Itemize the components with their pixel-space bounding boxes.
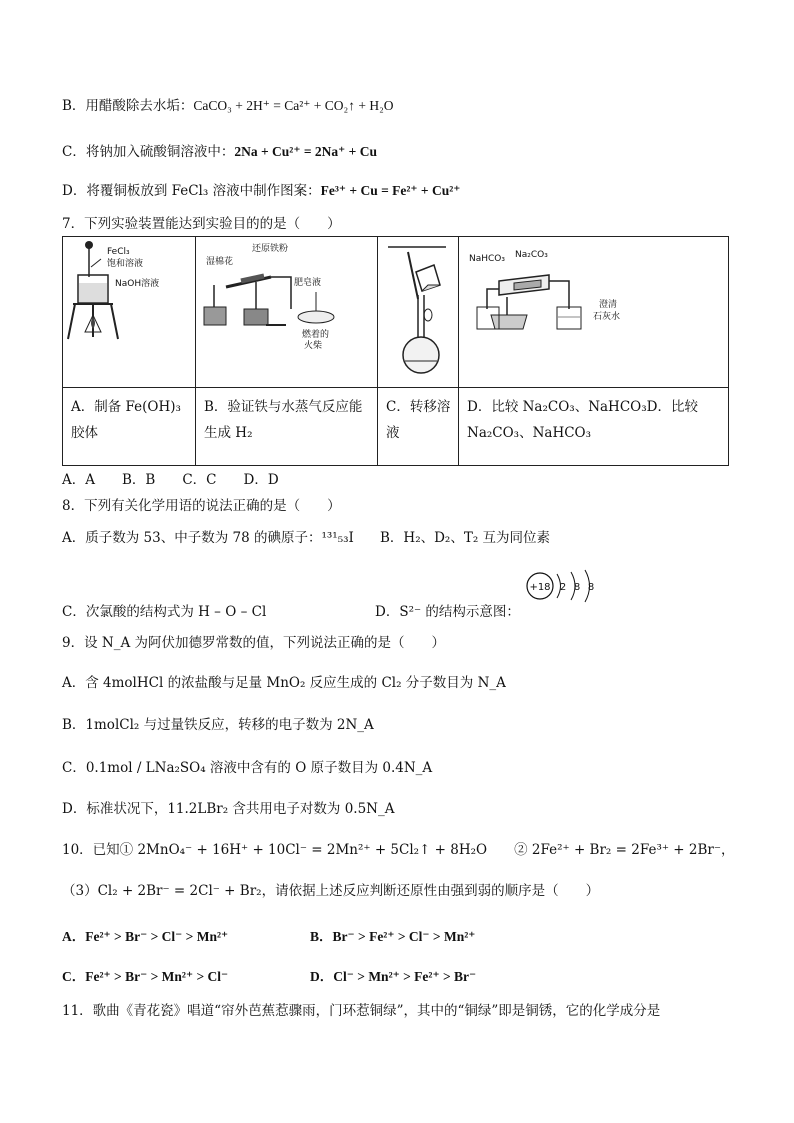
q11-stem: 11．歌曲《青花瓷》唱道“帘外芭蕉惹骤雨，门环惹铜绿”，其中的“铜绿”即是铜锈，它的化学成分是: [62, 1003, 661, 1019]
apparatus-d-figure: [459, 237, 728, 383]
q8-option-c: C．次氯酸的结构式为 H – O – Cl: [62, 604, 267, 620]
q9-option-a: A．含 4molHCl 的浓盐酸与足量 MnO₂ 反应生成的 Cl₂ 分子数目为 N_A: [62, 675, 506, 691]
q7-stem: 7．下列实验装置能达到实验目的的是（ ）: [62, 216, 341, 232]
caption-c: C．转移溶液: [378, 388, 459, 466]
apparatus-c-cell: [378, 237, 459, 388]
apparatus-c-figure: [378, 237, 458, 383]
q8-stem: 8．下列有关化学用语的说法正确的是（ ）: [62, 498, 341, 514]
caption-a: A．制备 Fe(OH)₃ 胶体: [63, 388, 196, 466]
apparatus-b-cell: [196, 237, 378, 388]
svg-text:FeCl₃: FeCl₃: [107, 247, 130, 257]
q6-option-d: D．将覆铜板放到 FeCl₃ 溶液中制作图案：Fe³⁺ + Cu = Fe²⁺ + Cu²⁺: [62, 183, 461, 199]
svg-text:燃着的: 燃着的: [302, 330, 330, 340]
svg-text:8: 8: [573, 582, 581, 593]
q6-option-b: B．用醋酸除去水垢：CaCO₃ + 2H⁺ = Ca²⁺ + CO₂↑ + H₂O: [62, 98, 394, 114]
caption-d: D．比较 Na₂CO₃、NaHCO₃D．比较 Na₂CO₃、NaHCO₃: [459, 388, 729, 466]
svg-text:+18: +18: [529, 582, 551, 593]
svg-text:还原铁粉: 还原铁粉: [252, 244, 289, 254]
q10-option-c: C．Fe²⁺ > Br⁻ > Mn²⁺ > Cl⁻: [62, 969, 229, 984]
svg-text:肥皂液: 肥皂液: [294, 278, 322, 288]
q10-line-2: （3）Cl₂ + 2Br⁻ = 2Cl⁻ + Br₂，请依据上述反应判断还原性由强到弱的顺序是（ ）: [62, 883, 600, 899]
q8-option-b: B．H₂、D₂、T₂ 互为同位素: [380, 530, 551, 546]
svg-text:2: 2: [559, 582, 567, 593]
s2-structure-diagram: [522, 566, 602, 606]
svg-text:澄清: 澄清: [599, 300, 618, 310]
apparatus-d-cell: [459, 237, 729, 388]
q8-option-a: A．质子数为 53、中子数为 78 的碘原子：¹³¹₅₃I: [62, 530, 354, 546]
q10-option-b: B．Br⁻ > Fe²⁺ > Cl⁻ > Mn²⁺: [310, 929, 476, 944]
q9-option-d: D．标准状况下，11.2LBr₂ 含共用电子对数为 0.5N_A: [62, 801, 395, 817]
q10-line-1: 10．已知① 2MnO₄⁻ + 16H⁺ + 10Cl⁻ = 2Mn²⁺ + 5Cl₂↑ + 8H₂O ② 2Fe²⁺ + Br₂ = 2Fe³⁺ + 2Br⁻，: [62, 842, 735, 858]
q9-option-b: B．1molCl₂ 与过量铁反应，转移的电子数为 2N_A: [62, 717, 374, 733]
caption-b: B．验证铁与水蒸气反应能生成 H₂: [196, 388, 378, 466]
svg-text:石灰水: 石灰水: [593, 312, 621, 322]
q10-option-d: D．Cl⁻ > Mn²⁺ > Fe²⁺ > Br⁻: [310, 969, 477, 984]
svg-text:8: 8: [587, 582, 595, 593]
q7-options: A．A B．B C．C D．D: [62, 472, 279, 488]
svg-text:Na₂CO₃: Na₂CO₃: [515, 250, 548, 260]
svg-text:饱和溶液: 饱和溶液: [107, 259, 144, 269]
q9-option-c: C．0.1mol / LNa₂SO₄ 溶液中含有的 O 原子数目为 0.4N_A: [62, 760, 433, 776]
svg-text:NaHCO₃: NaHCO₃: [469, 254, 505, 264]
svg-text:湿棉花: 湿棉花: [206, 257, 234, 267]
svg-text:火柴: 火柴: [304, 341, 323, 351]
q9-stem: 9．设 N_A 为阿伏加德罗常数的值，下列说法正确的是（ ）: [62, 635, 445, 651]
q6-option-c: C．将钠加入硫酸铜溶液中：2Na + Cu²⁺ = 2Na⁺ + Cu: [62, 144, 377, 160]
apparatus-a-figure: [63, 237, 195, 383]
q8-option-d: D．S²⁻ 的结构示意图：: [375, 604, 520, 620]
svg-text:NaOH溶液: NaOH溶液: [115, 279, 160, 289]
apparatus-a-cell: [63, 237, 196, 388]
apparatus-b-figure: [196, 237, 377, 383]
q10-option-a: A．Fe²⁺ > Br⁻ > Cl⁻ > Mn²⁺: [62, 929, 229, 944]
q7-apparatus-table: [62, 236, 729, 466]
